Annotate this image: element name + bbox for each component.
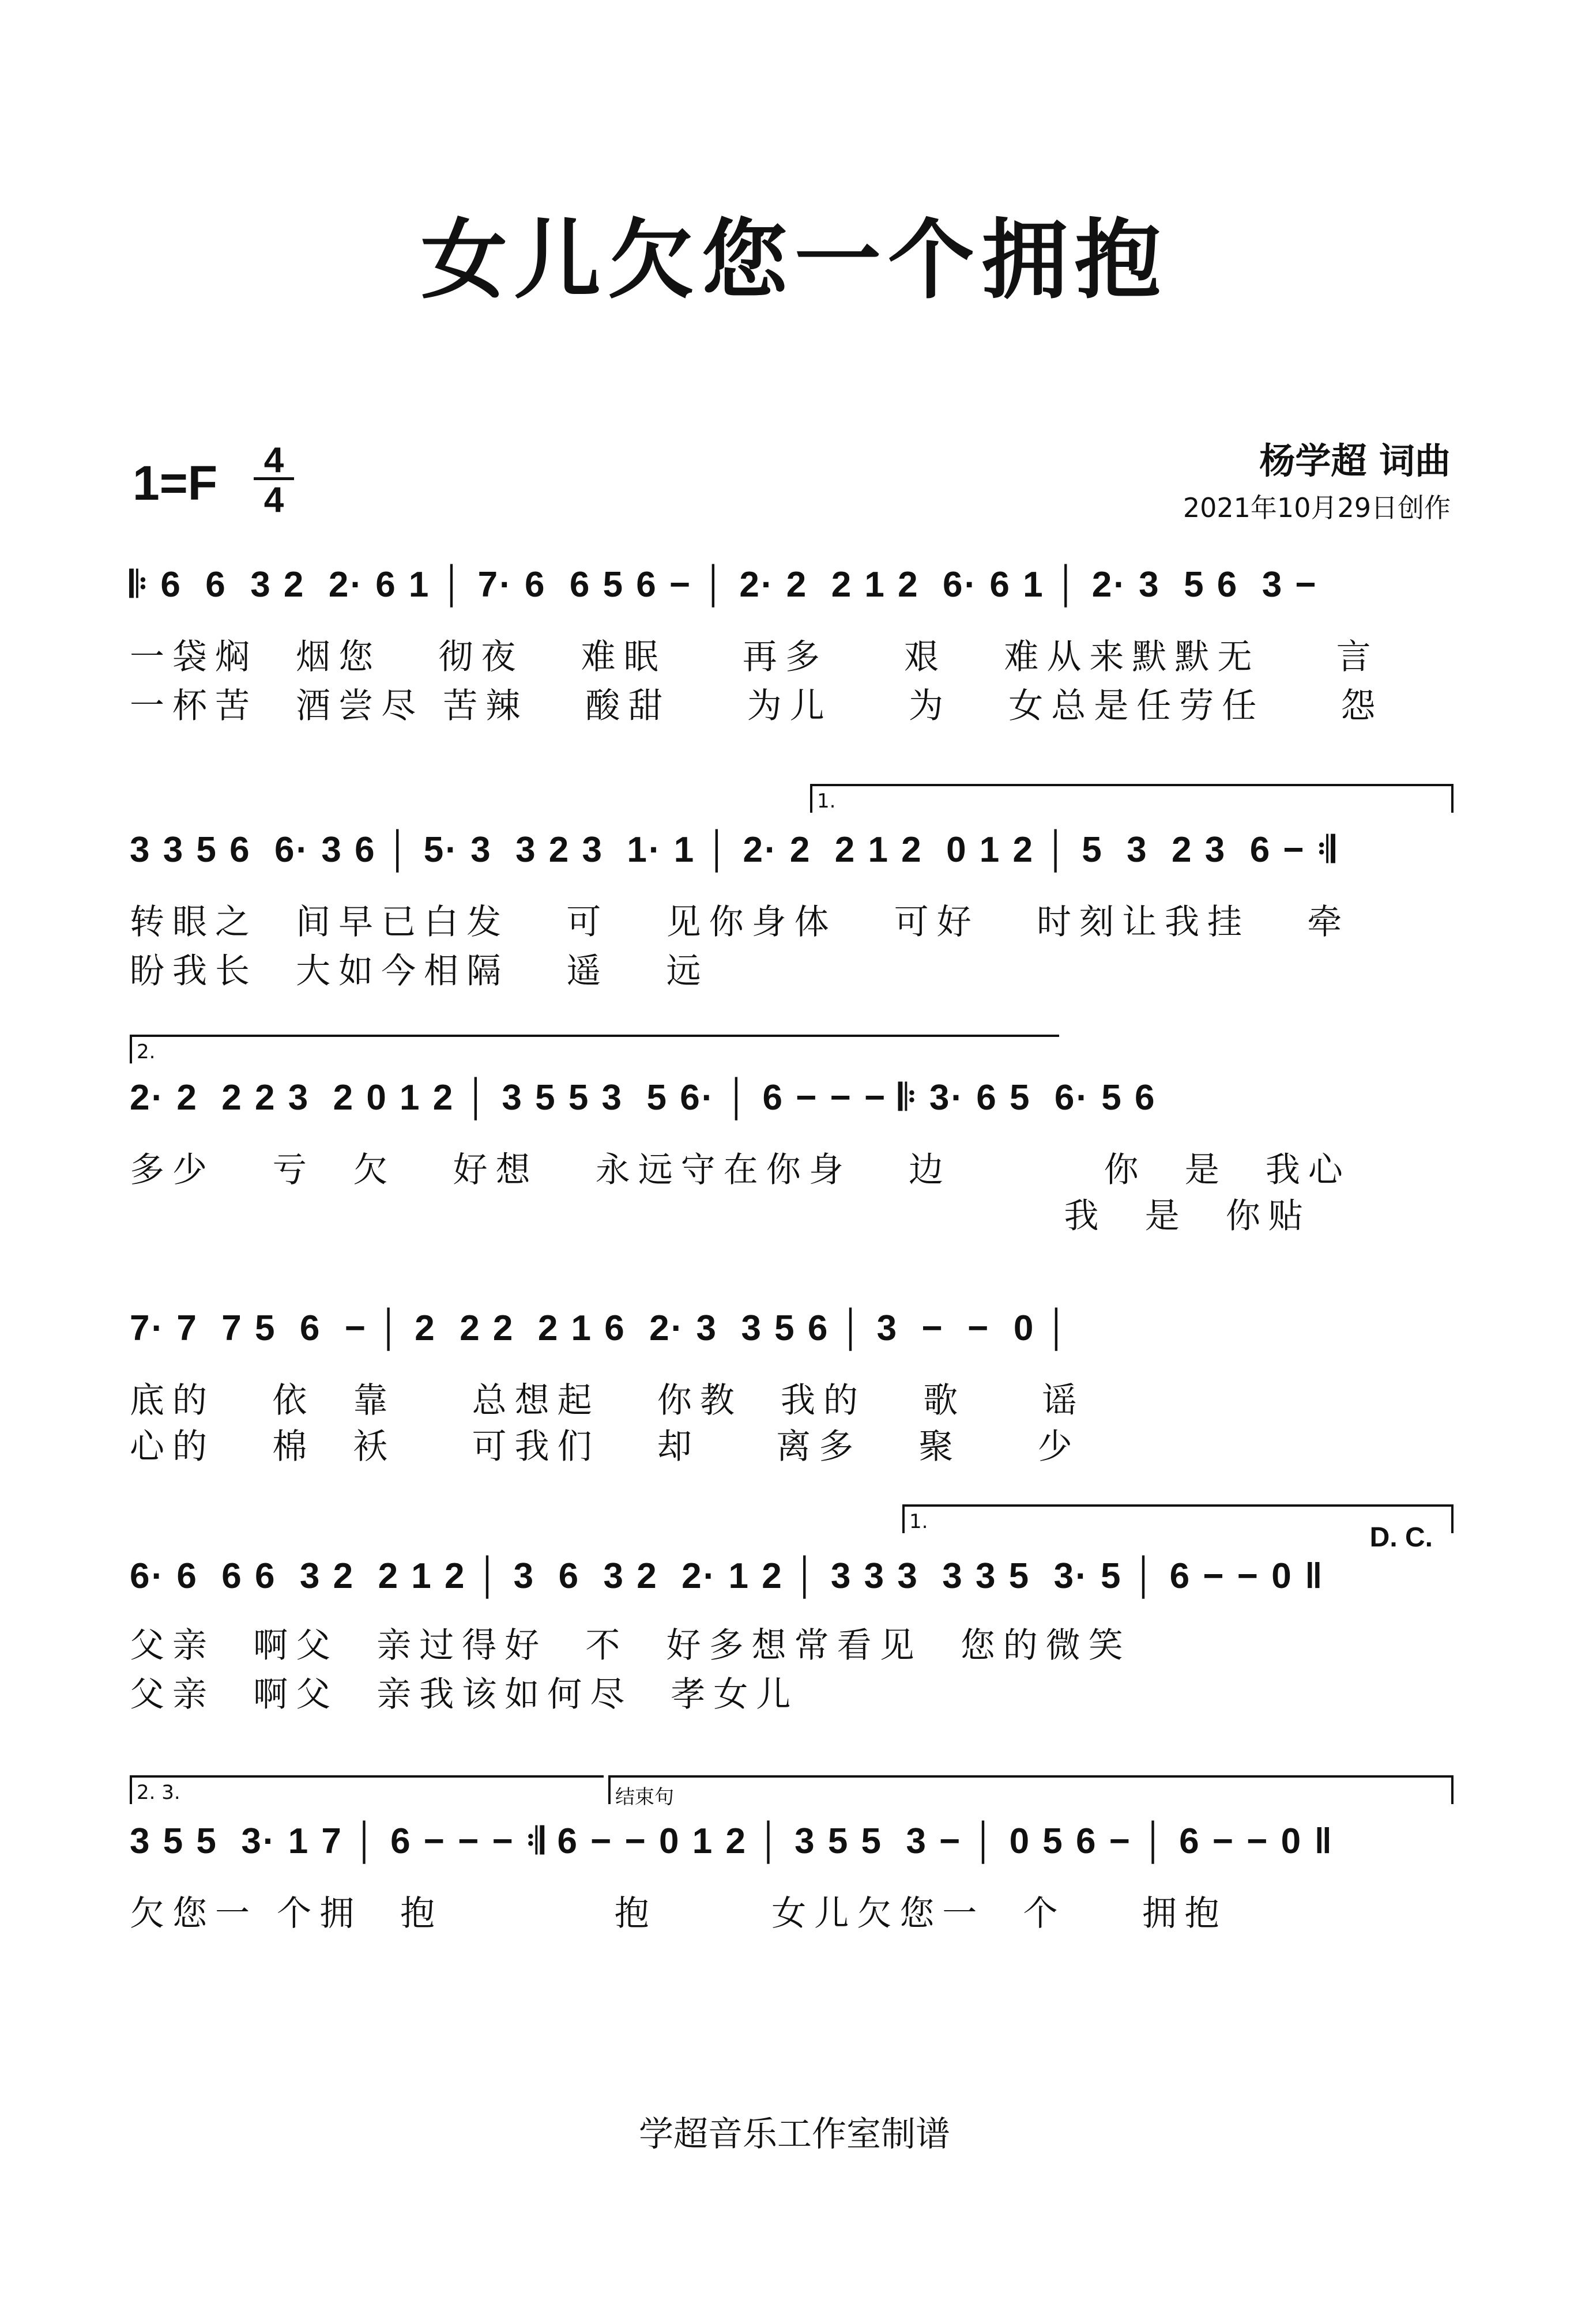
time-bottom: 4 bbox=[263, 480, 284, 520]
creation-date: 2021年10月29日创作 bbox=[1183, 492, 1451, 523]
lyric-line-1: 底的 依 靠 总想起 你教 我的 歌 谣 bbox=[130, 1380, 1085, 1421]
key-signature: 1=F bbox=[133, 456, 218, 510]
lyric-line-2: 我 是 你贴 bbox=[130, 1196, 1311, 1236]
footer-credit: 学超音乐工作室制谱 bbox=[639, 2114, 950, 2155]
dc-marking: D. C. bbox=[1369, 1522, 1433, 1553]
notes-line: 3 3 5 6 6· 3 6 │ 5· 3 3 2 3 1· 1 │ 2· 2 2 1 2 0 1 2 │ 5 3 2 3 6 − 𝄇 bbox=[130, 830, 1336, 870]
notes-line: 2· 2 2 2 3 2 0 1 2 │ 3 5 5 3 5 6· │ 6 − − − 𝄆 3· 6 5 6· 5 6 bbox=[130, 1078, 1157, 1118]
notes-line: 7· 7 7 5 6 − │ 2 2 2 2 1 6 2· 3 3 5 6 │ 3 − − 0 │ bbox=[130, 1308, 1071, 1348]
time-signature bbox=[254, 440, 294, 520]
volta-bracket: 2. 3. bbox=[130, 1775, 604, 1804]
page-title: 女儿欠您一个拥抱 bbox=[420, 210, 1168, 311]
notes-line: 𝄆 6 6 3 2 2· 6 1 │ 7· 6 6 5 6 − │ 2· 2 2 1 2 6· 6 1 │ 2· 3 5 6 3 − bbox=[130, 565, 1330, 605]
lyric-line-1: 欠您一 个拥 抱 抱 女儿欠您一 个 拥抱 bbox=[130, 1893, 1227, 1934]
lyric-line-1: 转眼之 间早已白发 可 见你身体 可好 时刻让我挂 牵 bbox=[130, 902, 1350, 942]
lyric-line-1: 父亲 啊父 亲过得好 不 好多想常看见 您的微笑 bbox=[130, 1625, 1131, 1666]
time-top: 4 bbox=[263, 440, 284, 480]
lyric-line-1: 一袋焖 烟您 彻夜 难眠 再多 艰 难从来默默无 言 bbox=[130, 637, 1379, 677]
lyric-line-2: 心的 棉 袄 可我们 却 离多 聚 少 bbox=[130, 1427, 1080, 1467]
lyric-line-2: 父亲 啊父 亲我该如何尽 孝女儿 bbox=[130, 1674, 799, 1715]
notes-line: 3 5 5 3· 1 7 │ 6 − − − 𝄇 6 − − 0 1 2 │ 3 5 5 3 − │ 0 5 6 − │ 6 − − 0 ‖ bbox=[130, 1821, 1334, 1861]
author: 杨学超 词曲 bbox=[1259, 440, 1451, 482]
volta-bracket: 2. bbox=[130, 1035, 1059, 1063]
lyric-line-2: 一杯苦 酒尝尽 苦辣 酸甜 为儿 为 女总是任劳任 怨 bbox=[130, 686, 1384, 726]
notes-line: 6· 6 6 6 3 2 2 1 2 │ 3 6 3 2 2· 1 2 │ 3 3 3 3 3 5 3· 5 │ 6 − − 0 ‖ bbox=[130, 1556, 1324, 1596]
volta-bracket: 1. bbox=[902, 1504, 1454, 1533]
coda-bracket: 结束句 bbox=[608, 1775, 1454, 1804]
volta-bracket: 1. bbox=[810, 784, 1454, 813]
lyric-line-1: 多少 亏 欠 好想 永远守在你身 边 你 是 我心 bbox=[130, 1150, 1351, 1190]
lyric-line-2: 盼我长 大如今相隔 遥 远 bbox=[130, 951, 709, 991]
